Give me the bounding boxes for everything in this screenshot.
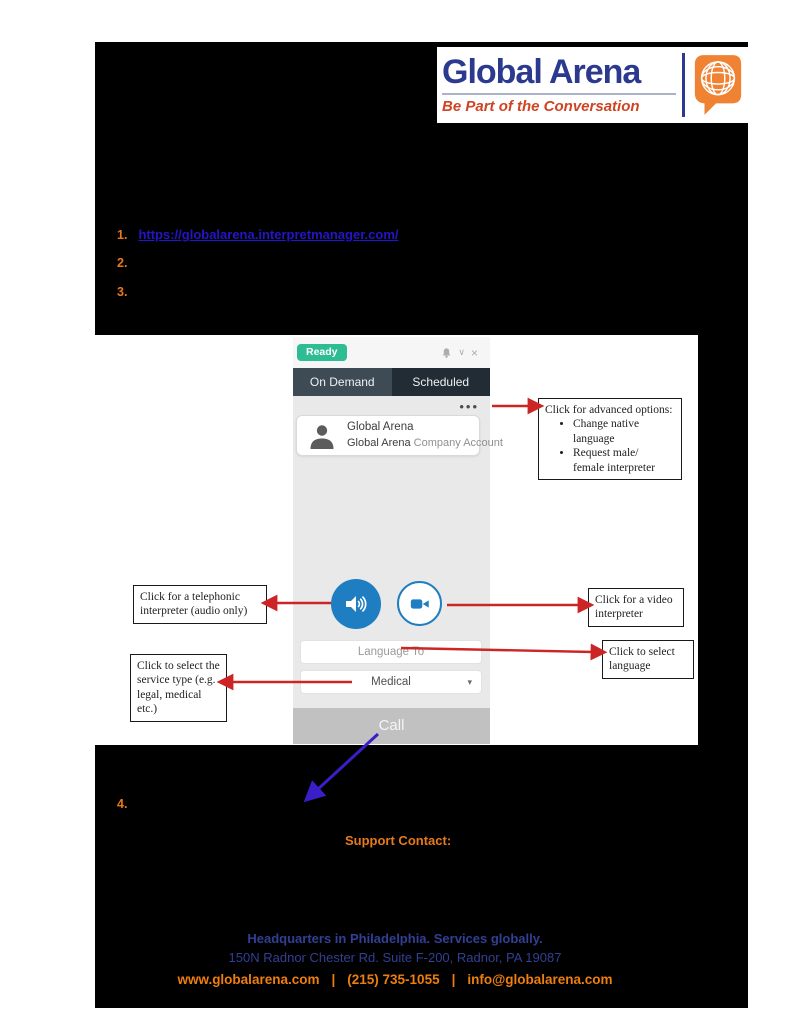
bell-icon[interactable] (441, 347, 452, 359)
logo-text-block (442, 55, 676, 115)
footer-separator: | (451, 972, 456, 987)
footer-website[interactable]: www.globalarena.com (177, 972, 320, 987)
person-icon (307, 422, 337, 452)
status-badge: Ready (297, 344, 347, 361)
logo-divider (442, 93, 676, 95)
step-4 (117, 797, 127, 811)
chevron-down-icon[interactable]: ∨ (458, 347, 465, 357)
step-3 (117, 285, 127, 299)
account-subtitle-strong: Global Arena (347, 437, 411, 449)
redacted-block-right-strip (698, 335, 748, 745)
dropdown-caret-icon: ▾ (467, 677, 472, 687)
footer (95, 929, 695, 987)
interpreter-portal-link[interactable]: https://globalarena.interpretmanager.com/ (138, 227, 399, 242)
callout-telephonic-interpreter: Click for a telephonic interpreter (audio only) (133, 585, 267, 624)
tab-on-demand[interactable]: On Demand (293, 368, 392, 396)
support-contact-label: Support Contact: (345, 833, 452, 848)
footer-address: 150N Radnor Chester Rd. Suite F-200, Radnor, PA 19087 (228, 950, 562, 965)
step-2-number: 2. (117, 256, 128, 270)
app-header (293, 337, 490, 368)
callout-advanced-options (538, 398, 682, 480)
close-icon[interactable]: × (470, 345, 478, 360)
callout-select-language: Click to select language (602, 640, 694, 679)
app-body (293, 396, 503, 708)
callout-advanced-bullet-1: • Change native language (573, 417, 663, 446)
account-name: Global Arena (347, 421, 414, 433)
footer-email[interactable]: info@globalarena.com (467, 972, 613, 987)
tab-scheduled[interactable]: Scheduled (412, 375, 470, 389)
video-camera-icon (409, 593, 431, 615)
logo-tagline: Be Part of the Conversation (442, 97, 640, 115)
service-type-value: Medical (371, 676, 411, 688)
footer-separator: | (331, 972, 336, 987)
footer-phone: (215) 735-1055 (347, 972, 440, 987)
more-options-button[interactable]: ••• (459, 399, 479, 414)
header-icons (441, 347, 478, 359)
callout-advanced-bullet-2: • Request male/ female interpreter (573, 446, 663, 475)
global-arena-logo (437, 47, 748, 123)
step-1 (117, 227, 399, 242)
step-2 (117, 256, 127, 270)
callout-advanced-list (573, 417, 675, 475)
language-to-field[interactable] (300, 640, 482, 664)
video-call-button[interactable] (397, 581, 442, 626)
footer-headquarters: Headquarters in Philadelphia. Services globally. (247, 931, 543, 946)
callout-video-interpreter: Click for a video interpreter (588, 588, 684, 627)
speaker-icon (343, 592, 369, 616)
account-subtitle-muted: Company Account (413, 437, 503, 449)
interpreter-app-screenshot (293, 337, 503, 744)
service-type-dropdown[interactable] (300, 670, 482, 694)
globe-speech-bubble-icon (691, 50, 745, 120)
step-1-number: 1. (117, 228, 128, 242)
account-subtitle (347, 437, 503, 449)
footer-contact-line (95, 972, 695, 987)
call-button[interactable]: Call (293, 708, 490, 744)
step-4-number: 4. (117, 797, 128, 811)
language-to-input[interactable] (301, 646, 481, 658)
step-3-number: 3. (117, 285, 128, 299)
callout-service-type: Click to select the service type (e.g. legal, medical etc.) (130, 654, 227, 722)
callout-advanced-title: Click for advanced options: (545, 404, 673, 416)
logo-vertical-divider (682, 53, 685, 117)
app-tab-bar (293, 368, 490, 396)
logo-title: Global Arena (442, 53, 641, 92)
account-card[interactable] (296, 415, 503, 456)
audio-call-button[interactable] (331, 579, 381, 629)
